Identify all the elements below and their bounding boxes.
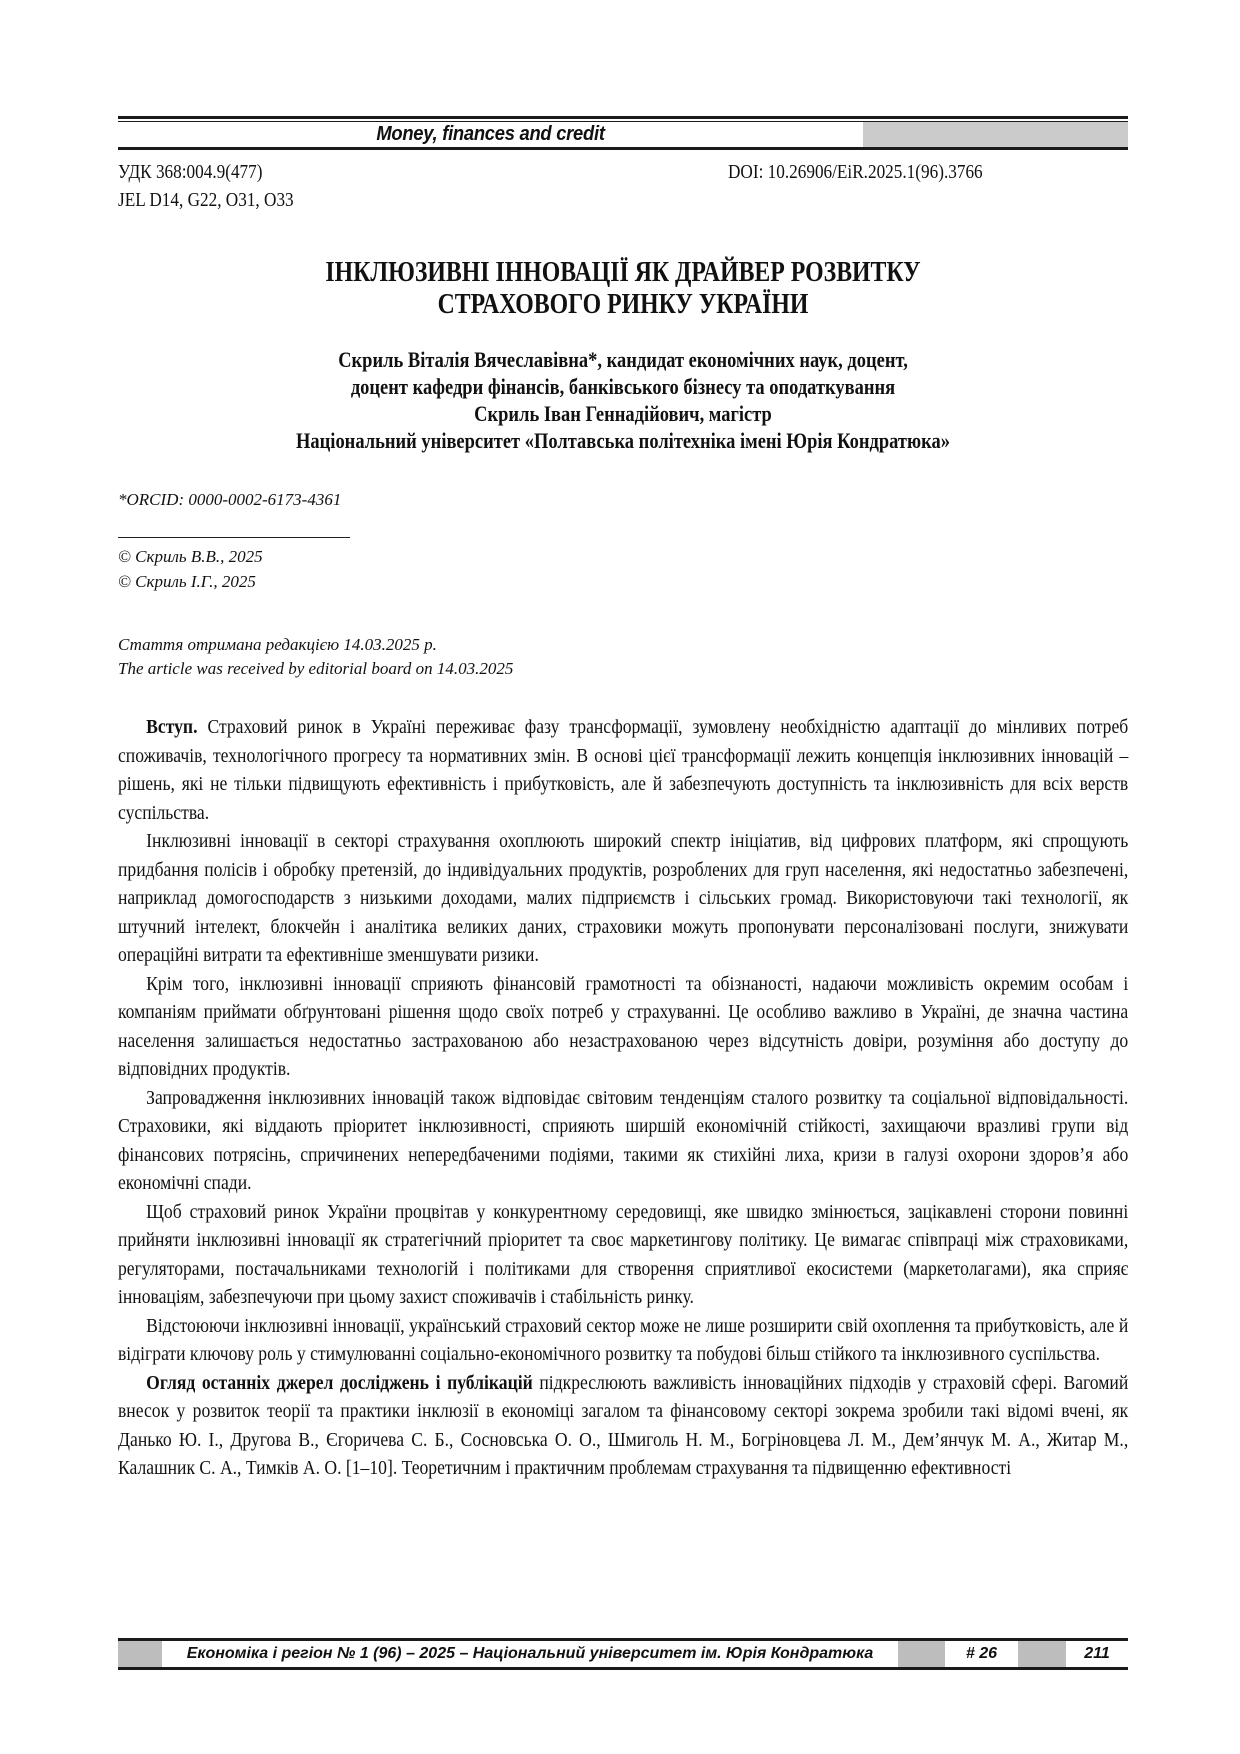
running-header [118,122,1128,147]
footer-journal: Економіка і регіон № 1 (96) – 2025 – Національний університет ім. Юрія Кондратюка [186,1645,874,1662]
footer-rule-bottom [118,1667,1128,1670]
header-rule-top [118,116,1128,119]
footer-gray-block [118,1641,162,1667]
udk-code: УДК 368:004.9(477) [118,161,263,183]
article-title-line-2: СТРАХОВОГО РИНКУ УКРАЇНИ [437,288,809,320]
author-1: Скриль Віталія Вячеславівна*, кандидат економічних наук, доцент, [338,347,908,372]
footnote-separator [118,537,350,538]
affiliation: Національний університет «Полтавська політехніка імені Юрія Кондратюка» [296,428,950,453]
copyright-2: © Скриль І.Г., 2025 [118,572,256,591]
orcid[interactable]: *ORCID: 0000-0002-6173-4361 [118,490,342,509]
author-1-position: доцент кафедри фінансів, банківського бізнесу та оподаткування [350,374,896,399]
paragraph: Щоб страховий ринок України процвітав у конкурентному середовищі, яке швидко змінюється, зацікавлені сторони повинні прийняти інклюзивні інновації як стратегічний пріоритет та своє маркетингову політику. Це вимагає співпраці між страховиками, регуляторами, постачальниками технологій і політиками для створення сприятливої екосистеми (маркетолагами), яка сприяє інноваціям, забезпечуючи при цьому захист споживачів і стабільність ринку. [118,1200,1129,1308]
section-title: Money, finances and credit [376,123,605,145]
footer-gray-block [1018,1641,1066,1667]
received-date-ua: Стаття отримана редакцією 14.03.2025 р. [118,635,437,654]
header-rule-bottom [118,147,1128,150]
paragraph: Відстоюючи інклюзивні інновації, український страховий сектор може не лише розширити свій охоплення та прибутковість, але й відіграти ключову роль у стимулюванні соціально-економічного розвитку та побудові більш стійкого та інклюзивного суспільства. [118,1314,1129,1365]
footer-gray-block [898,1641,945,1667]
paragraph: Крім того, інклюзивні інновації сприяють фінансовій грамотності та обізнаності, надаючи можливість окремим особам і компаніям приймати обґрунтовані рішення щодо своїх потреб у страхуванні. Це особливо важливо в Україні, де значна частина населення залишається недостатньо застрахованою або незастрахованою через відсутність довіри, розуміння або доступу до відповідних продуктів. [118,972,1129,1080]
heading-introduction: Вступ. [146,716,198,738]
article-title-line-1: ІНКЛЮЗИВНІ ІННОВАЦІЇ ЯК ДРАЙВЕР РОЗВИТКУ [325,256,921,288]
author-2: Скриль Іван Геннадійович, магістр [474,401,772,426]
paragraph-literature-review: Огляд останніх джерел досліджень і публікацій підкреслюють важливість інноваційних підходів у страховій сфері. Вагомий внесок у розвиток теорії та практики інклюзії в економіці загалом та фінансовому секторі зокрема зробили такі відомі вчені, як Данько Ю. І., Другова В., Єгоричева С. Б., Сосновська О. О., Шмиголь Н. М., Богріновцева Л. М., Дем’янчук М. А., Житар М., Калашник С. А., Тимків А. О. [1–10]. Теоретичним і практичним проблемам страхування та підвищенню ефективності [118,1371,1129,1479]
paragraph-introduction: Вступ. Страховий ринок в Україні переживає фазу трансформації, зумовлену необхідністю адаптації до мінливих потреб споживачів, технологічного прогресу та нормативних змін. В основі цієї трансформації лежить концепція інклюзивних інновацій – рішень, які не тільки підвищують ефективність і прибутковість, але й забезпечують доступність та інклюзивність для всіх верств суспільства. [118,716,1129,824]
jel-code: JEL D14, G22, O31, O33 [118,189,294,211]
running-footer [118,1641,1128,1667]
page-number: 211 [1084,1645,1110,1662]
received-date-en: The article was received by editorial board on 14.03.2025 [118,659,514,678]
copyright-1: © Скриль В.В., 2025 [118,547,263,566]
article-body [118,713,1128,1483]
doi[interactable]: DOI: 10.26906/EiR.2025.1(96).3766 [728,161,983,183]
footer-issue: # 26 [965,1645,998,1662]
heading-literature-review: Огляд останніх джерел досліджень і публікацій [146,1371,533,1394]
paragraph: Інклюзивні інновації в секторі страхування охоплюють широкий спектр ініціатив, від цифрових платформ, які спрощують придбання полісів і обробку претензій, до індивідуальних продуктів, розроблених для груп населення, які недостатньо забезпечені, наприклад домогосподарств з низькими доходами, малих підприємств і сільських громад. Використовуючи такі технології, як штучний інтелект, блокчейн і аналітика великих даних, страховики можуть пропонувати персоналізовані послуги, знижувати операційні витрати та ефективніше зменшувати ризики. [118,830,1129,966]
header-gray-block [863,122,1128,147]
paragraph: Запровадження інклюзивних інновацій також відповідає світовим тенденціям сталого розвитку та соціальної відповідальності. Страховики, які віддають пріоритет інклюзивності, сприяють ширшій економічній стійкості, захищаючи вразливі групи від фінансових потрясінь, спричинених непередбаченими подіями, такими як стихійні лиха, кризи в галузі охорони здоров’я або економічні спади. [118,1086,1129,1194]
